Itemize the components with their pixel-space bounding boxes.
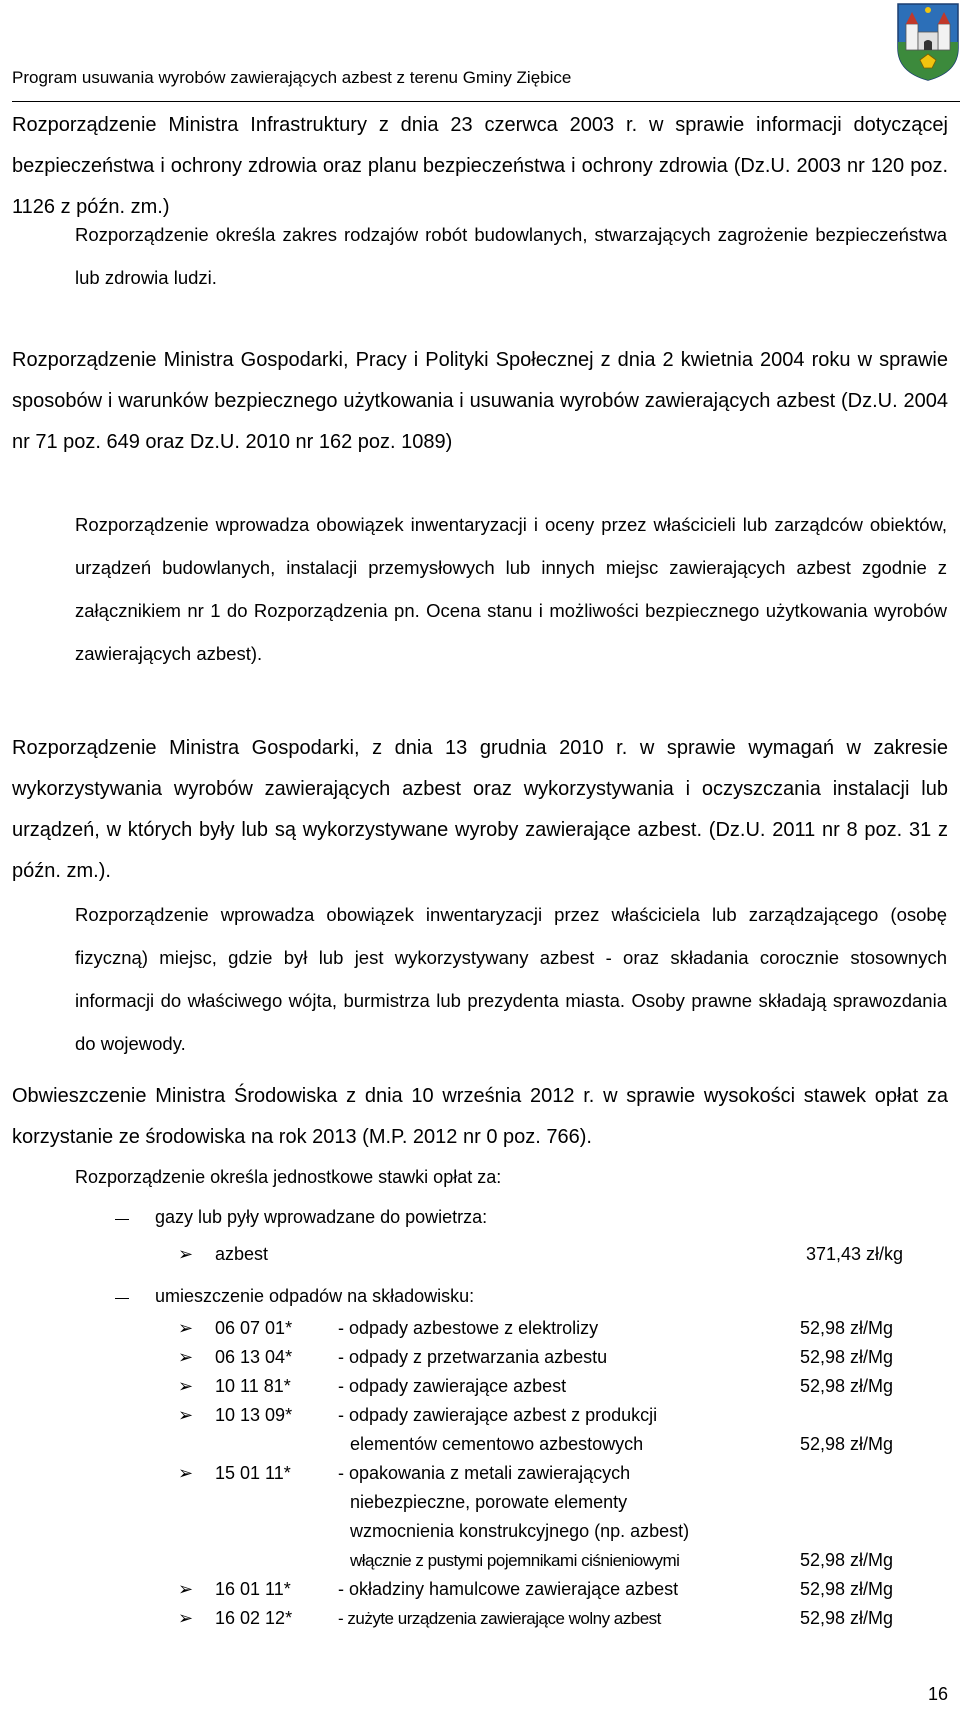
page-header (12, 0, 960, 102)
dash-bullet (115, 1219, 129, 1220)
header-divider (12, 101, 960, 102)
waste-code: 10 13 09* (215, 1405, 293, 1425)
dash-bullet (115, 1298, 129, 1299)
arrow-bullet-icon: ➢ (178, 1463, 194, 1483)
arrow-bullet-icon: ➢ (178, 1579, 194, 1599)
waste-description-line: - odpady azbestowe z elektrolizy (338, 1318, 599, 1338)
waste-description-line: - zużyte urządzenia zawierające wolny azbest (338, 1609, 661, 1628)
waste-code: 06 07 01* (215, 1318, 293, 1338)
waste-code: 16 02 12* (215, 1608, 293, 1628)
rate-item-name: azbest (215, 1244, 269, 1264)
waste-code: 15 01 11* (215, 1463, 291, 1483)
arrow-bullet-icon: ➢ (178, 1318, 194, 1338)
waste-price: 52,98 zł/Mg (800, 1434, 894, 1454)
regulation-1-note: Rozporządzenie określa zakres rodzajów robót budowlanych, stwarzających zagrożenie bezpieczeństwa lub zdrowia ludzi. (75, 224, 947, 288)
waste-description (338, 1314, 598, 1343)
waste-price: 52,98 zł/Mg (800, 1579, 894, 1599)
arrow-bullet-icon: ➢ (178, 1347, 194, 1367)
rate-item-price: 371,43 zł/kg (806, 1244, 904, 1264)
regulation-2-note: Rozporządzenie wprowadza obowiązek inwentaryzacji i oceny przez właścicieli lub zarządców obiektów, urządzeń budowlanych, instalacji przemysłowych lub innych miejsc zawierających azbest zgodnie z załącznikiem nr 1 do Rozporządzenia pn. Ocena stanu i możliwości bezpiecznego użytkowania wyrobów zawierających azbest). (75, 514, 947, 664)
waste-code: 06 13 04* (215, 1347, 293, 1367)
regulation-3-note: Rozporządzenie wprowadza obowiązek inwentaryzacji przez właściciela lub zarządzającego (osobę fizyczną) miejsc, gdzie był lub jest wykorzystywany azbest - oraz składania corocznie stosownych informacji do właściwego wójta, burmistrza lub prezydenta miasta. Osoby prawne składają sprawozdania do wojewody. (75, 904, 947, 1054)
header-title: Program usuwania wyrobów zawierających azbest z terenu Gminy Ziębice (12, 68, 572, 87)
waste-price: 52,98 zł/Mg (800, 1318, 894, 1338)
regulation-4-note: Rozporządzenie określa jednostkowe stawki opłat za: (75, 1167, 502, 1187)
arrow-bullet-icon: ➢ (178, 1244, 194, 1264)
waste-description-line: wzmocnienia konstrukcyjnego (np. azbest) (350, 1521, 690, 1541)
waste-description-line: elementów cementowo azbestowych (350, 1434, 644, 1454)
waste-description-line: - opakowania z metali zawierających (338, 1463, 631, 1483)
regulation-4-title: Obwieszczenie Ministra Środowiska z dnia 10 września 2012 r. w sprawie wysokości stawek opłat za korzystanie ze środowiska na rok 2013 (M.P. 2012 nr 0 poz. 766). (12, 1085, 948, 1148)
waste-description (338, 1343, 607, 1372)
waste-price: 52,98 zł/Mg (800, 1347, 894, 1367)
arrow-bullet-icon: ➢ (178, 1405, 194, 1425)
rate-group-air-label: gazy lub pyły wprowadzane do powietrza: (155, 1207, 488, 1227)
waste-description-line: - okładziny hamulcowe zawierające azbest (338, 1579, 679, 1599)
waste-description-line: - odpady zawierające azbest z produkcji (338, 1405, 658, 1425)
waste-description-line: niebezpieczne, porowate elementy (350, 1492, 628, 1512)
page-number: 16 (927, 1684, 948, 1704)
regulation-2-title: Rozporządzenie Ministra Gospodarki, Pracy i Polityki Społecznej z dnia 2 kwietnia 2004 roku w sprawie sposobów i warunków bezpiecznego użytkowania i usuwania wyrobów zawierających azbest (Dz.U. 2004 nr 71 poz. 649 oraz Dz.U. 2010 nr 162 poz. 1089) (12, 349, 948, 453)
waste-code: 16 01 11* (215, 1579, 291, 1599)
regulation-3-title: Rozporządzenie Ministra Gospodarki, z dnia 13 grudnia 2010 r. w sprawie wymagań w zakresie wykorzystywania wyrobów zawierających azbest oraz wykorzystywania i oczyszczania instalacji lub urządzeń, w których były lub są wykorzystywane wyroby zawierające azbest. (Dz.U. 2011 nr 8 poz. 31 z późn. zm.). (12, 737, 948, 882)
regulation-1-title: Rozporządzenie Ministra Infrastruktury z dnia 23 czerwca 2003 r. w sprawie informacji dotyczącej bezpieczeństwa i ochrony zdrowia oraz planu bezpieczeństwa i ochrony zdrowia (Dz.U. 2003 nr 120 poz. 1126 z późn. zm.) (12, 114, 948, 218)
rate-group-landfill-label: umieszczenie odpadów na składowisku: (155, 1286, 475, 1306)
waste-price: 52,98 zł/Mg (800, 1550, 894, 1570)
waste-description (338, 1459, 689, 1575)
coat-of-arms-icon (896, 2, 960, 82)
arrow-bullet-icon: ➢ (178, 1376, 194, 1396)
waste-description (338, 1604, 661, 1633)
waste-description-line: włącznie z pustymi pojemnikami ciśnieniowymi (350, 1551, 680, 1570)
waste-description (338, 1575, 678, 1604)
waste-description-line: - odpady zawierające azbest (338, 1376, 567, 1396)
waste-price: 52,98 zł/Mg (800, 1376, 894, 1396)
waste-description-line: - odpady z przetwarzania azbestu (338, 1347, 608, 1367)
arrow-bullet-icon: ➢ (178, 1608, 194, 1628)
waste-price: 52,98 zł/Mg (800, 1608, 894, 1628)
waste-description (338, 1401, 657, 1459)
waste-code: 10 11 81* (215, 1376, 291, 1396)
waste-description (338, 1372, 566, 1401)
